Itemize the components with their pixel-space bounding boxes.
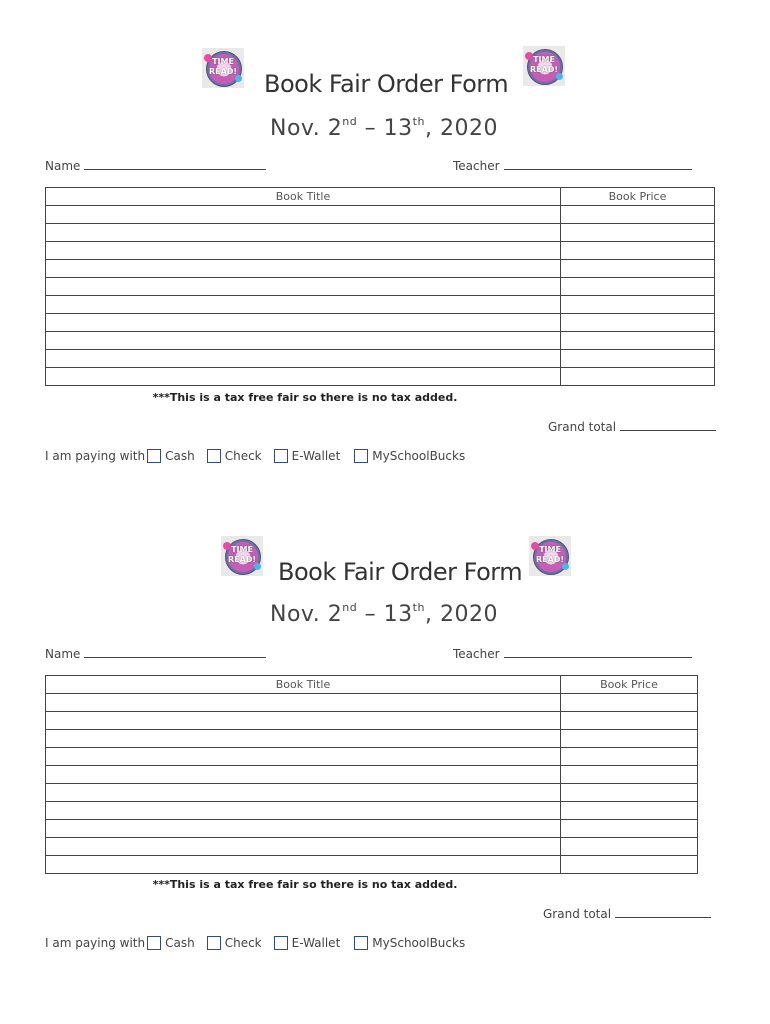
check-checkbox[interactable] bbox=[207, 449, 221, 463]
book-title-cell[interactable] bbox=[46, 712, 561, 730]
teacher-label: Teacher bbox=[453, 647, 500, 661]
book-price-cell[interactable] bbox=[561, 224, 715, 242]
book-price-cell[interactable] bbox=[561, 856, 698, 874]
book-price-cell[interactable] bbox=[561, 838, 698, 856]
cash-option[interactable]: Cash bbox=[147, 449, 195, 463]
table-row[interactable] bbox=[46, 278, 715, 296]
grand-total-label: Grand total bbox=[543, 907, 612, 921]
form-title: Book Fair Order Form bbox=[278, 558, 523, 586]
tax-free-note: ***This is a tax free fair so there is no tax added. bbox=[152, 878, 458, 891]
teacher-label: Teacher bbox=[453, 159, 500, 173]
book-title-cell[interactable] bbox=[46, 856, 561, 874]
myschoolbucks-checkbox[interactable] bbox=[354, 449, 368, 463]
book-price-cell[interactable] bbox=[561, 712, 698, 730]
payment-method-row bbox=[45, 449, 477, 463]
table-row[interactable] bbox=[46, 206, 715, 224]
table-row[interactable] bbox=[46, 784, 698, 802]
book-price-cell[interactable] bbox=[561, 820, 698, 838]
fair-dates: Nov. 2nd – 13th, 2020 bbox=[270, 601, 498, 627]
table-row[interactable] bbox=[46, 766, 698, 784]
grand-total-field[interactable] bbox=[543, 907, 711, 921]
order-table bbox=[45, 187, 715, 386]
ewallet-option[interactable]: E-Wallet bbox=[274, 936, 341, 950]
book-price-cell[interactable] bbox=[561, 260, 715, 278]
teacher-field[interactable] bbox=[453, 647, 692, 661]
book-price-header: Book Price bbox=[561, 188, 715, 206]
name-line[interactable] bbox=[84, 647, 266, 658]
teacher-field[interactable] bbox=[453, 159, 692, 173]
fair-dates: Nov. 2nd – 13th, 2020 bbox=[270, 115, 498, 141]
time-to-read-logo-icon: TIME READ! bbox=[523, 46, 565, 86]
name-field[interactable] bbox=[45, 647, 266, 661]
book-title-cell[interactable] bbox=[46, 206, 561, 224]
book-title-cell[interactable] bbox=[46, 242, 561, 260]
payment-method-row bbox=[45, 936, 477, 950]
table-row[interactable] bbox=[46, 224, 715, 242]
book-title-header: Book Title bbox=[46, 676, 561, 694]
book-price-cell[interactable] bbox=[561, 748, 698, 766]
table-row[interactable] bbox=[46, 332, 715, 350]
cash-option[interactable]: Cash bbox=[147, 936, 195, 950]
book-price-cell[interactable] bbox=[561, 206, 715, 224]
table-row[interactable] bbox=[46, 730, 698, 748]
tax-free-note: ***This is a tax free fair so there is no tax added. bbox=[152, 391, 458, 404]
book-title-cell[interactable] bbox=[46, 278, 561, 296]
book-price-cell[interactable] bbox=[561, 278, 715, 296]
book-price-cell[interactable] bbox=[561, 350, 715, 368]
grand-total-line[interactable] bbox=[615, 907, 711, 918]
grand-total-line[interactable] bbox=[620, 420, 716, 431]
table-row[interactable] bbox=[46, 802, 698, 820]
time-to-read-logo-icon: TIME READ! bbox=[529, 536, 571, 576]
time-to-read-logo-icon: TIME READ! bbox=[202, 48, 244, 88]
book-price-header: Book Price bbox=[561, 676, 698, 694]
ewallet-option[interactable]: E-Wallet bbox=[274, 449, 341, 463]
book-price-cell[interactable] bbox=[561, 730, 698, 748]
book-title-cell[interactable] bbox=[46, 694, 561, 712]
table-row[interactable] bbox=[46, 748, 698, 766]
book-title-cell[interactable] bbox=[46, 748, 561, 766]
cash-checkbox[interactable] bbox=[147, 449, 161, 463]
table-row[interactable] bbox=[46, 856, 698, 874]
check-option[interactable]: Check bbox=[207, 449, 262, 463]
name-line[interactable] bbox=[84, 159, 266, 170]
teacher-line[interactable] bbox=[504, 159, 692, 170]
name-label: Name bbox=[45, 159, 81, 173]
book-title-cell[interactable] bbox=[46, 296, 561, 314]
book-price-cell[interactable] bbox=[561, 296, 715, 314]
book-title-cell[interactable] bbox=[46, 730, 561, 748]
table-header-row bbox=[46, 188, 715, 206]
teacher-line[interactable] bbox=[504, 647, 692, 658]
table-row[interactable] bbox=[46, 350, 715, 368]
check-option[interactable]: Check bbox=[207, 936, 262, 950]
book-price-cell[interactable] bbox=[561, 694, 698, 712]
table-row[interactable] bbox=[46, 368, 715, 386]
table-row[interactable] bbox=[46, 242, 715, 260]
table-row[interactable] bbox=[46, 838, 698, 856]
myschoolbucks-checkbox[interactable] bbox=[354, 936, 368, 950]
book-title-cell[interactable] bbox=[46, 224, 561, 242]
myschoolbucks-option[interactable]: MySchoolBucks bbox=[354, 936, 465, 950]
table-row[interactable] bbox=[46, 694, 698, 712]
book-price-cell[interactable] bbox=[561, 242, 715, 260]
pay-label: I am paying with bbox=[45, 449, 146, 463]
form-title: Book Fair Order Form bbox=[264, 70, 509, 98]
order-table bbox=[45, 675, 698, 874]
myschoolbucks-option[interactable]: MySchoolBucks bbox=[354, 449, 465, 463]
table-row[interactable] bbox=[46, 260, 715, 278]
book-title-cell[interactable] bbox=[46, 350, 561, 368]
book-title-cell[interactable] bbox=[46, 766, 561, 784]
table-header-row bbox=[46, 676, 698, 694]
table-row[interactable] bbox=[46, 296, 715, 314]
name-field[interactable] bbox=[45, 159, 266, 173]
book-title-cell[interactable] bbox=[46, 314, 561, 332]
book-price-cell[interactable] bbox=[561, 802, 698, 820]
book-title-cell[interactable] bbox=[46, 802, 561, 820]
ewallet-checkbox[interactable] bbox=[274, 936, 288, 950]
ewallet-checkbox[interactable] bbox=[274, 449, 288, 463]
pay-label: I am paying with bbox=[45, 936, 146, 950]
table-row[interactable] bbox=[46, 712, 698, 730]
book-price-cell[interactable] bbox=[561, 368, 715, 386]
book-price-cell[interactable] bbox=[561, 784, 698, 802]
name-label: Name bbox=[45, 647, 81, 661]
table-row[interactable] bbox=[46, 314, 715, 332]
book-title-cell[interactable] bbox=[46, 784, 561, 802]
cash-checkbox[interactable] bbox=[147, 936, 161, 950]
book-title-cell[interactable] bbox=[46, 820, 561, 838]
time-to-read-logo-icon: TIME READ! bbox=[221, 536, 263, 576]
table-row[interactable] bbox=[46, 820, 698, 838]
book-title-cell[interactable] bbox=[46, 838, 561, 856]
grand-total-field[interactable] bbox=[548, 420, 716, 434]
check-checkbox[interactable] bbox=[207, 936, 221, 950]
book-price-cell[interactable] bbox=[561, 332, 715, 350]
book-title-cell[interactable] bbox=[46, 332, 561, 350]
book-title-cell[interactable] bbox=[46, 260, 561, 278]
grand-total-label: Grand total bbox=[548, 420, 617, 434]
book-price-cell[interactable] bbox=[561, 766, 698, 784]
book-price-cell[interactable] bbox=[561, 314, 715, 332]
book-title-cell[interactable] bbox=[46, 368, 561, 386]
book-title-header: Book Title bbox=[46, 188, 561, 206]
